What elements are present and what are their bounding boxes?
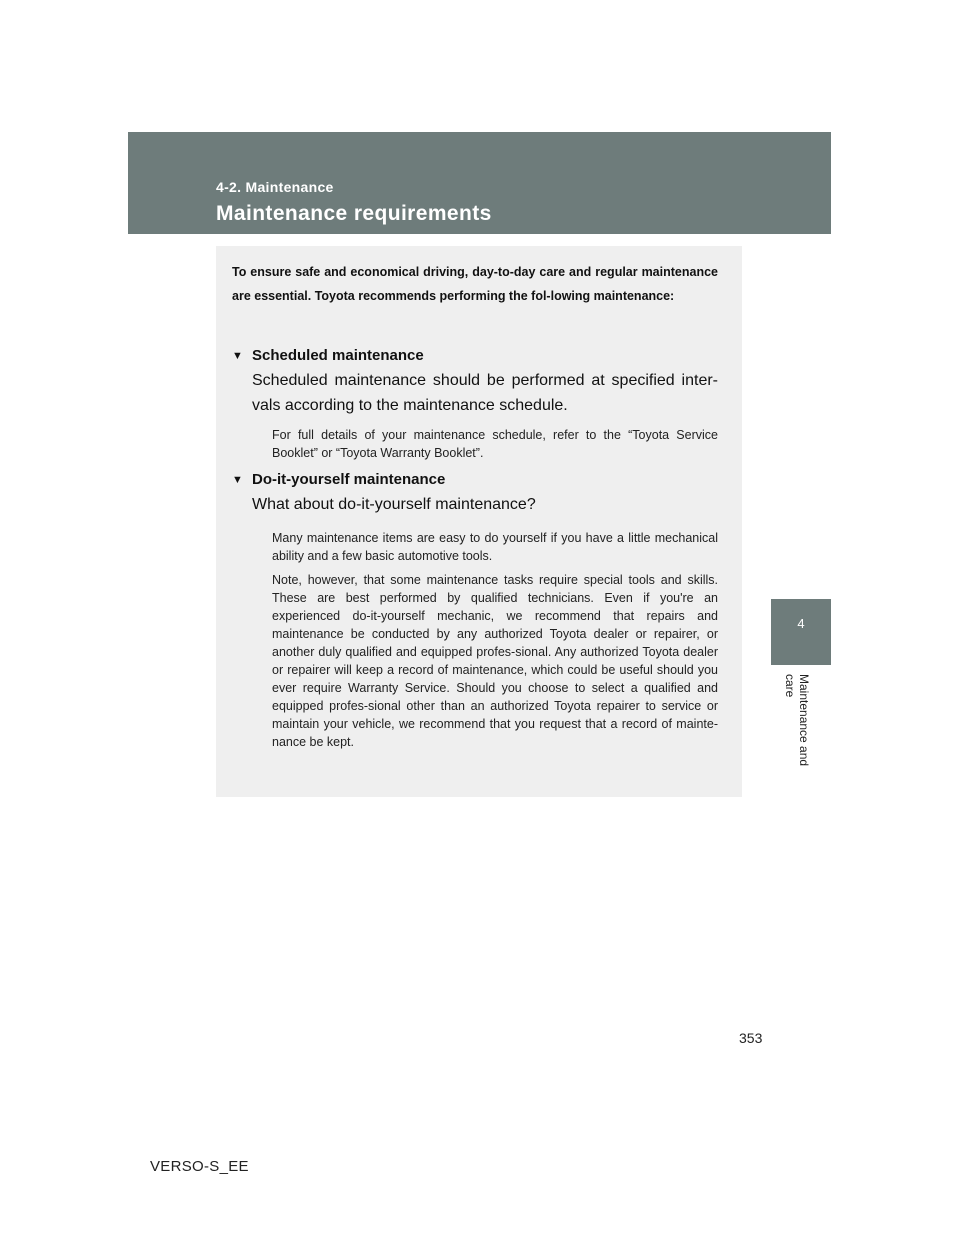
section-lead-scheduled: Scheduled maintenance should be performed at specified inter-vals according to the maintenance schedule. [252,372,718,414]
content-box [216,246,742,797]
page-number: 353 [739,1030,763,1046]
section-note-scheduled: For full details of your maintenance schedule, refer to the “Toyota Service Booklet” or “Toyota Warranty Booklet”. [272,428,718,460]
section-heading-text: Do-it-yourself maintenance [252,471,446,488]
section-lead-diy: What about do-it-yourself maintenance? [252,496,536,513]
section-note-diy-1: Many maintenance items are easy to do yourself if you have a little mechanical ability and a few basic automotive tools. [272,531,718,563]
bullet-triangle-icon: ▼ [232,474,243,486]
section-heading-diy [232,471,445,488]
section-note-diy-2: Note, however, that some maintenance tasks require special tools and skills. These are best performed by qualified technicians. Even if you're an experienced do-it-yourself mechanic, we recommend that repairs and maintenance be conducted by any authorized Toyota dealer or repairer, or another duly qualified and equipped profes-sional. Any authorized Toyota dealer or repairer will keep a record of maintenance, which could be useful should you ever require Warranty Service. Should you choose to select a qualified and equipped profes-sional other than an authorized Toyota repairer to service or maintain your vehicle, we recommend that you request that a record of mainte-nance be kept. [272,573,718,749]
chapter-tab[interactable] [771,599,831,665]
chapter-header [128,132,831,234]
section-heading-scheduled [232,347,424,364]
bullet-triangle-icon: ▼ [232,350,243,362]
section-heading-text: Scheduled maintenance [252,347,424,364]
chapter-tab-label: Maintenance and care [783,674,811,767]
section-label: 4-2. Maintenance [216,179,334,195]
page-title: Maintenance requirements [216,202,492,225]
chapter-tab-number: 4 [797,616,805,631]
footer-code: VERSO-S_EE [150,1158,249,1175]
intro-text: To ensure safe and economical driving, day-to-day care and regular maintenance are essential. Toyota recommends performing the fol-lowing maintenance: [232,265,718,303]
